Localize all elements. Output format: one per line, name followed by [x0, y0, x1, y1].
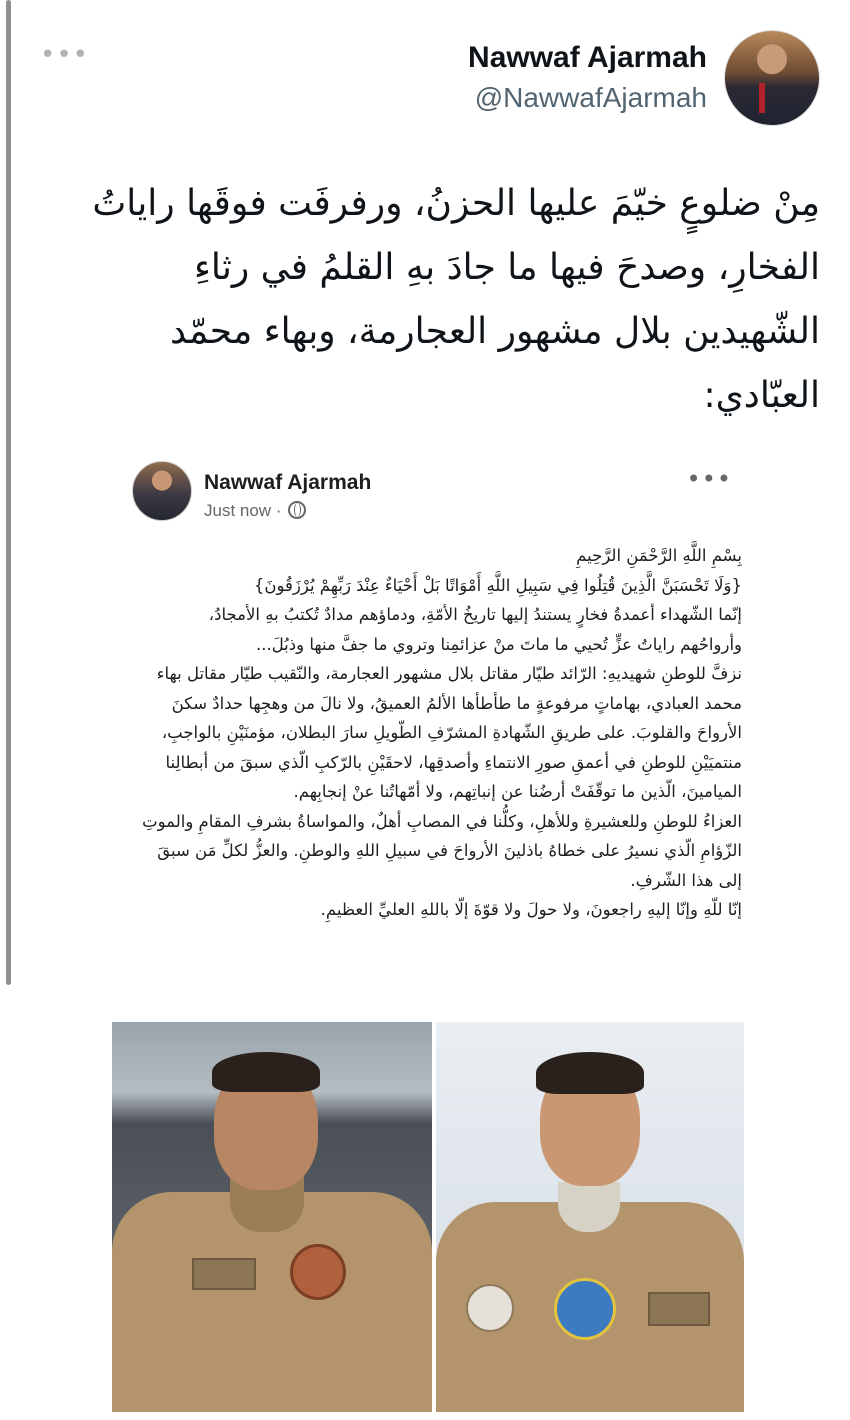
photo-right[interactable]: [436, 1022, 744, 1412]
post-paragraph: إنّما الشّهداء أعمدةُ فخارٍ يستندُ إليها تاريخُ الأمّةِ، ودماؤهم مدادٌ تُكتبُ بهِ الأمجادُ، وأرواحُهم راياتُ عزٍّ تُحيي ما ماتَ منْ عزائمِنا وتروي ما جفَّ منها وذبُلَ...: [208, 605, 742, 654]
pilot-hair: [536, 1052, 644, 1094]
post-body: [142, 541, 742, 925]
avatar[interactable]: [132, 461, 192, 521]
ellipsis-icon[interactable]: •••: [686, 465, 732, 493]
post-header: [112, 455, 752, 535]
collar: [558, 1182, 620, 1232]
scroll-indicator: [6, 0, 11, 985]
squadron-patch: [554, 1278, 616, 1340]
name-tag: [192, 1258, 256, 1290]
embedded-facebook-post: [112, 455, 752, 919]
tweet-text: مِنْ ضلوعٍ خيّمَ عليها الحزنُ، ورفرفَت فوقَها راياتُ الفخارِ، وصدحَ فيها ما جادَ بهِ القلمُ في رثاءِ الشّهيدين بلال مشهور العجارمة، وبهاء محمّد العبّادي:: [92, 183, 820, 416]
author-handle[interactable]: @NawwafAjarmah: [474, 82, 707, 113]
post-paragraph: العزاءُ للوطنِ وللعشيرةِ وللأهلِ، وكلُّنا في المصابِ أهلٌ، والمواساةُ بشرفِ المقامِ والموتِ الزّؤامِ الّذي نسيرُ على خطاهُ باذلينَ الأرواحَ في سبيلِ اللهِ والوطنِ. والعزُّ لكلِّ مَن سبقَ إلى هذا الشّرفِ.: [142, 811, 742, 890]
post-timestamp[interactable]: Just now: [204, 501, 272, 520]
f16-patch: [466, 1284, 514, 1332]
squadron-patch: [290, 1244, 346, 1300]
pilot-hair: [212, 1052, 320, 1092]
author-name[interactable]: Nawwaf Ajarmah: [468, 41, 707, 74]
avatar[interactable]: [724, 30, 820, 126]
post-author-name[interactable]: Nawwaf Ajarmah: [204, 471, 372, 494]
globe-icon: [288, 501, 306, 519]
photo-left[interactable]: [112, 1022, 432, 1412]
quran-verse: {وَلَا تَحْسَبَنَّ الَّذِينَ قُتِلُوا فِي سَبِيلِ اللَّهِ أَمْوَاتًا بَلْ أَحْيَاءٌ عِنْدَ رَبِّهِمْ يُرْزَقُونَ}: [253, 575, 742, 595]
post-paragraph: نزفَّ للوطنِ شهيديهِ: الرّائد طيّار مقاتل بلال مشهور العجارمة، والنّقيب طيّار مقاتل بهاء محمد العبادي، بهاماتٍ مرفوعةٍ ما طأطأها الألمُ العميقُ، ولا نالَ من وهجِها حدادٌ سكنَ الأرواحَ والقلوبَ. على طريقِ الشّهادةِ المشرّفِ الطّويلِ سارَ البطلان، مؤمنَيْنِ بالواجبِ، منتميَيْنِ للوطنِ في أعمقِ صورِ الانتماءِ وأصدقِها، لاحقَيْنِ بالرّكبِ الّذي سبقَ من أبطالِنا الميامينَ، الّذين ما توقّفَتْ أرضُنا عن إنباتِهم، ولا أمّهاتُنا عنْ إنجابِهم.: [156, 664, 742, 801]
name-tag: [648, 1292, 710, 1326]
meta-separator: ·: [275, 501, 282, 520]
ellipsis-icon[interactable]: •••: [40, 40, 90, 70]
author-text: [468, 40, 707, 116]
post-photos: [112, 1022, 744, 1412]
basmala: بِسْمِ اللَّهِ الرَّحْمَنِ الرَّحِيمِ: [576, 546, 742, 565]
post-paragraph: إنّا للّهِ وإنّا إليهِ راجعونَ، ولا حولَ ولا قوّةَ إلّا باللهِ العليِّ العظيمِ.: [320, 900, 742, 919]
post-meta: [204, 501, 306, 521]
